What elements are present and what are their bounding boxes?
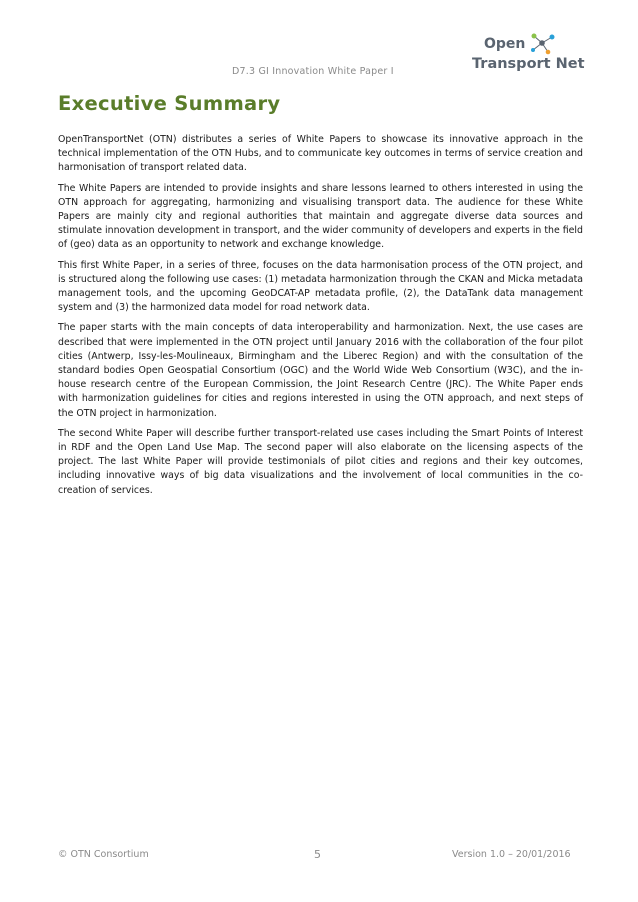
header-document-title: D7.3 GI Innovation White Paper I <box>232 66 394 77</box>
logo-text-open: Open <box>484 36 526 52</box>
paragraph: The paper starts with the main concepts of data interoperability and harmonization. Next, the use cases are described that were implemented in the OTN project until January 2016 with the collaboration of the four pilot cities (Antwerp, Issy-les-Moulineaux, Birmingham and the Liberec Region) and with the consultation of the standard bodies Open Geospatial Consortium (OGC) and the World Wide Web Consortium (W3C), and the in-house research centre of the European Commission, the Joint Research Centre (JRC). The White Paper ends with harmonization guidelines for cities and regions interested in using the OTN approach, and next steps of the OTN project in harmonization. <box>58 322 583 419</box>
footer-version: Version 1.0 – 20/01/2016 <box>452 849 571 860</box>
footer-page-number: 5 <box>314 848 321 861</box>
logo-text-transport-net: Transport Net <box>472 56 585 72</box>
paragraph: OpenTransportNet (OTN) distributes a series of White Papers to showcase its innovative approach in the technical implementation of the OTN Hubs, and to communicate key outcomes in terms of service creation and harmonisation of transport related data. <box>58 134 583 174</box>
paragraph: The second White Paper will describe further transport-related use cases including the Smart Points of Interest in RDF and the Open Land Use Map. The second paper will also elaborate on the licensing aspects of the project. The last White Paper will provide testimonials of pilot cities and regions and their key outcomes, including innovative ways of big data visualizations and the involvement of local communities in the co-creation of services. <box>58 427 583 496</box>
footer-copyright: © OTN Consortium <box>58 849 149 860</box>
section-heading: Executive Summary <box>58 92 281 115</box>
body-text <box>58 133 583 504</box>
network-nodes-icon <box>528 32 558 56</box>
paragraph: The White Papers are intended to provide insights and share lessons learned to others interested in using the OTN approach for aggregating, harmonizing and visualising transport data. The audience for these White Papers are mainly city and regional authorities that maintain and aggregate diverse data sources and stimulate innovation development in transport, and the wider community of developers and experts in the field of (geo) data as an opportunity to network and exchange knowledge. <box>58 182 583 251</box>
otn-logo <box>470 32 588 82</box>
paragraph: This first White Paper, in a series of three, focuses on the data harmonisation process of the OTN project, and is structured along the following use cases: (1) metadata harmonization through the CKAN and Micka metadata management tools, and the upcoming GeoDCAT-AP metadata profile, (2), the DataTank data management system and (3) the harmonized data model for road network data. <box>58 259 583 314</box>
